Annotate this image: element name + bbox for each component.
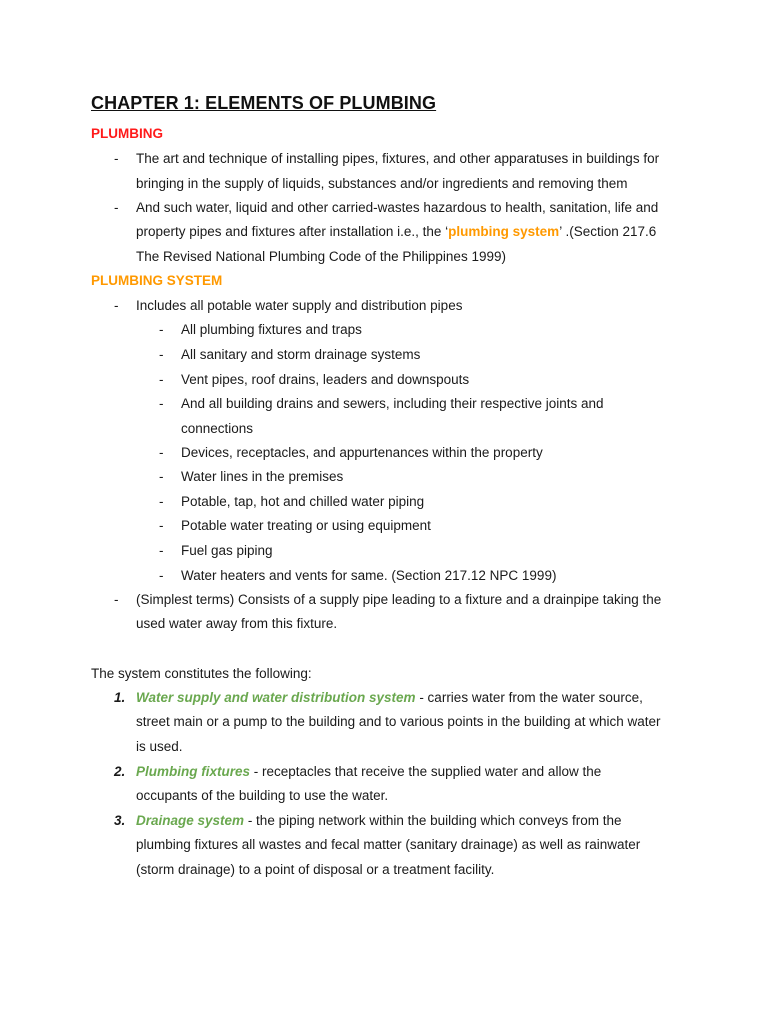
sub-bullet-dash: - <box>159 494 164 509</box>
system-item-3-line-3: (storm drainage) to a point of disposal or a treatment facility. <box>136 862 495 877</box>
sub-item: And all building drains and sewers, including their respective joints and <box>181 396 604 411</box>
plumbing-bullet-1-line-1: The art and technique of installing pipes, fixtures, and other apparatuses in buildings for <box>136 151 660 166</box>
sub-item: Fuel gas piping <box>181 543 273 558</box>
plumbing-bullet-1-line-2: bringing in the supply of liquids, substances and/or ingredients and removing them <box>136 176 628 191</box>
plumbing-system-heading: PLUMBING SYSTEM <box>91 273 223 288</box>
term-plumbing-fixtures: Plumbing fixtures <box>136 764 251 779</box>
sub-bullet-dash: - <box>159 518 164 533</box>
list-number: 3. <box>114 813 126 828</box>
simplest-terms-line-2: used water away from this fixture. <box>136 616 338 631</box>
system-item-2-line-1 <box>136 763 601 781</box>
sub-bullet-dash: - <box>159 347 164 362</box>
bullet-dash: - <box>114 592 119 607</box>
sub-item: Devices, receptacles, and appurtenances within the property <box>181 445 543 460</box>
list-number: 1. <box>114 690 126 705</box>
sub-item: Water lines in the premises <box>181 469 344 484</box>
term-water-supply: Water supply and water distribution system <box>136 690 416 705</box>
list-number: 2. <box>114 764 126 779</box>
text-before-highlight: property pipes and fixtures after installation i.e., the ‘ <box>136 224 449 239</box>
system-item-2-line-2: occupants of the building to use the water. <box>136 788 389 803</box>
bullet-dash: - <box>114 200 119 215</box>
system-intro: The system constitutes the following: <box>91 666 312 681</box>
sub-bullet-dash: - <box>159 372 164 387</box>
sub-item-continuation: connections <box>181 421 254 436</box>
sub-item: Water heaters and vents for same. (Section 217.12 NPC 1999) <box>181 568 557 583</box>
system-item-1-line-1 <box>136 689 643 707</box>
simplest-terms-line-1: (Simplest terms) Consists of a supply pipe leading to a fixture and a drainpipe taking the <box>136 592 662 607</box>
sub-bullet-dash: - <box>159 396 164 411</box>
sub-bullet-dash: - <box>159 445 164 460</box>
plumbing-bullet-2-line-1: And such water, liquid and other carried-wastes hazardous to health, sanitation, life and <box>136 200 659 215</box>
term-drainage-system: Drainage system <box>136 813 245 828</box>
sub-item: Potable water treating or using equipment <box>181 518 431 533</box>
text-after-highlight: ’ .(Section 217.6 <box>559 224 657 239</box>
sub-item: All sanitary and storm drainage systems <box>181 347 421 362</box>
sub-bullet-dash: - <box>159 322 164 337</box>
bullet-dash: - <box>114 151 119 166</box>
plumbing-bullet-2-line-2 <box>136 223 656 241</box>
system-main-bullet: Includes all potable water supply and distribution pipes <box>136 298 463 313</box>
term-description: - the piping network within the building which conveys from the <box>244 813 622 828</box>
system-item-1-line-2: street main or a pump to the building and to various points in the building at which water <box>136 714 661 729</box>
plumbing-heading: PLUMBING <box>91 126 163 141</box>
plumbing-bullet-2-line-3: The Revised National Plumbing Code of the Philippines 1999) <box>136 249 506 264</box>
chapter-title: CHAPTER 1: ELEMENTS OF PLUMBING <box>91 93 437 113</box>
term-description: - carries water from the water source, <box>415 690 643 705</box>
sub-bullet-dash: - <box>159 543 164 558</box>
sub-item: Potable, tap, hot and chilled water piping <box>181 494 425 509</box>
sub-bullet-dash: - <box>159 469 164 484</box>
sub-bullet-dash: - <box>159 568 164 583</box>
system-item-1-line-3: is used. <box>136 739 183 754</box>
system-item-3-line-2: plumbing fixtures all wastes and fecal matter (sanitary drainage) as well as rainwater <box>136 837 641 852</box>
sub-item: All plumbing fixtures and traps <box>181 322 362 337</box>
term-description: - receptacles that receive the supplied water and allow the <box>250 764 602 779</box>
system-item-3-line-1 <box>136 812 622 830</box>
bullet-dash: - <box>114 298 119 313</box>
sub-item: Vent pipes, roof drains, leaders and downspouts <box>181 372 470 387</box>
plumbing-system-highlight: plumbing system <box>448 224 560 239</box>
